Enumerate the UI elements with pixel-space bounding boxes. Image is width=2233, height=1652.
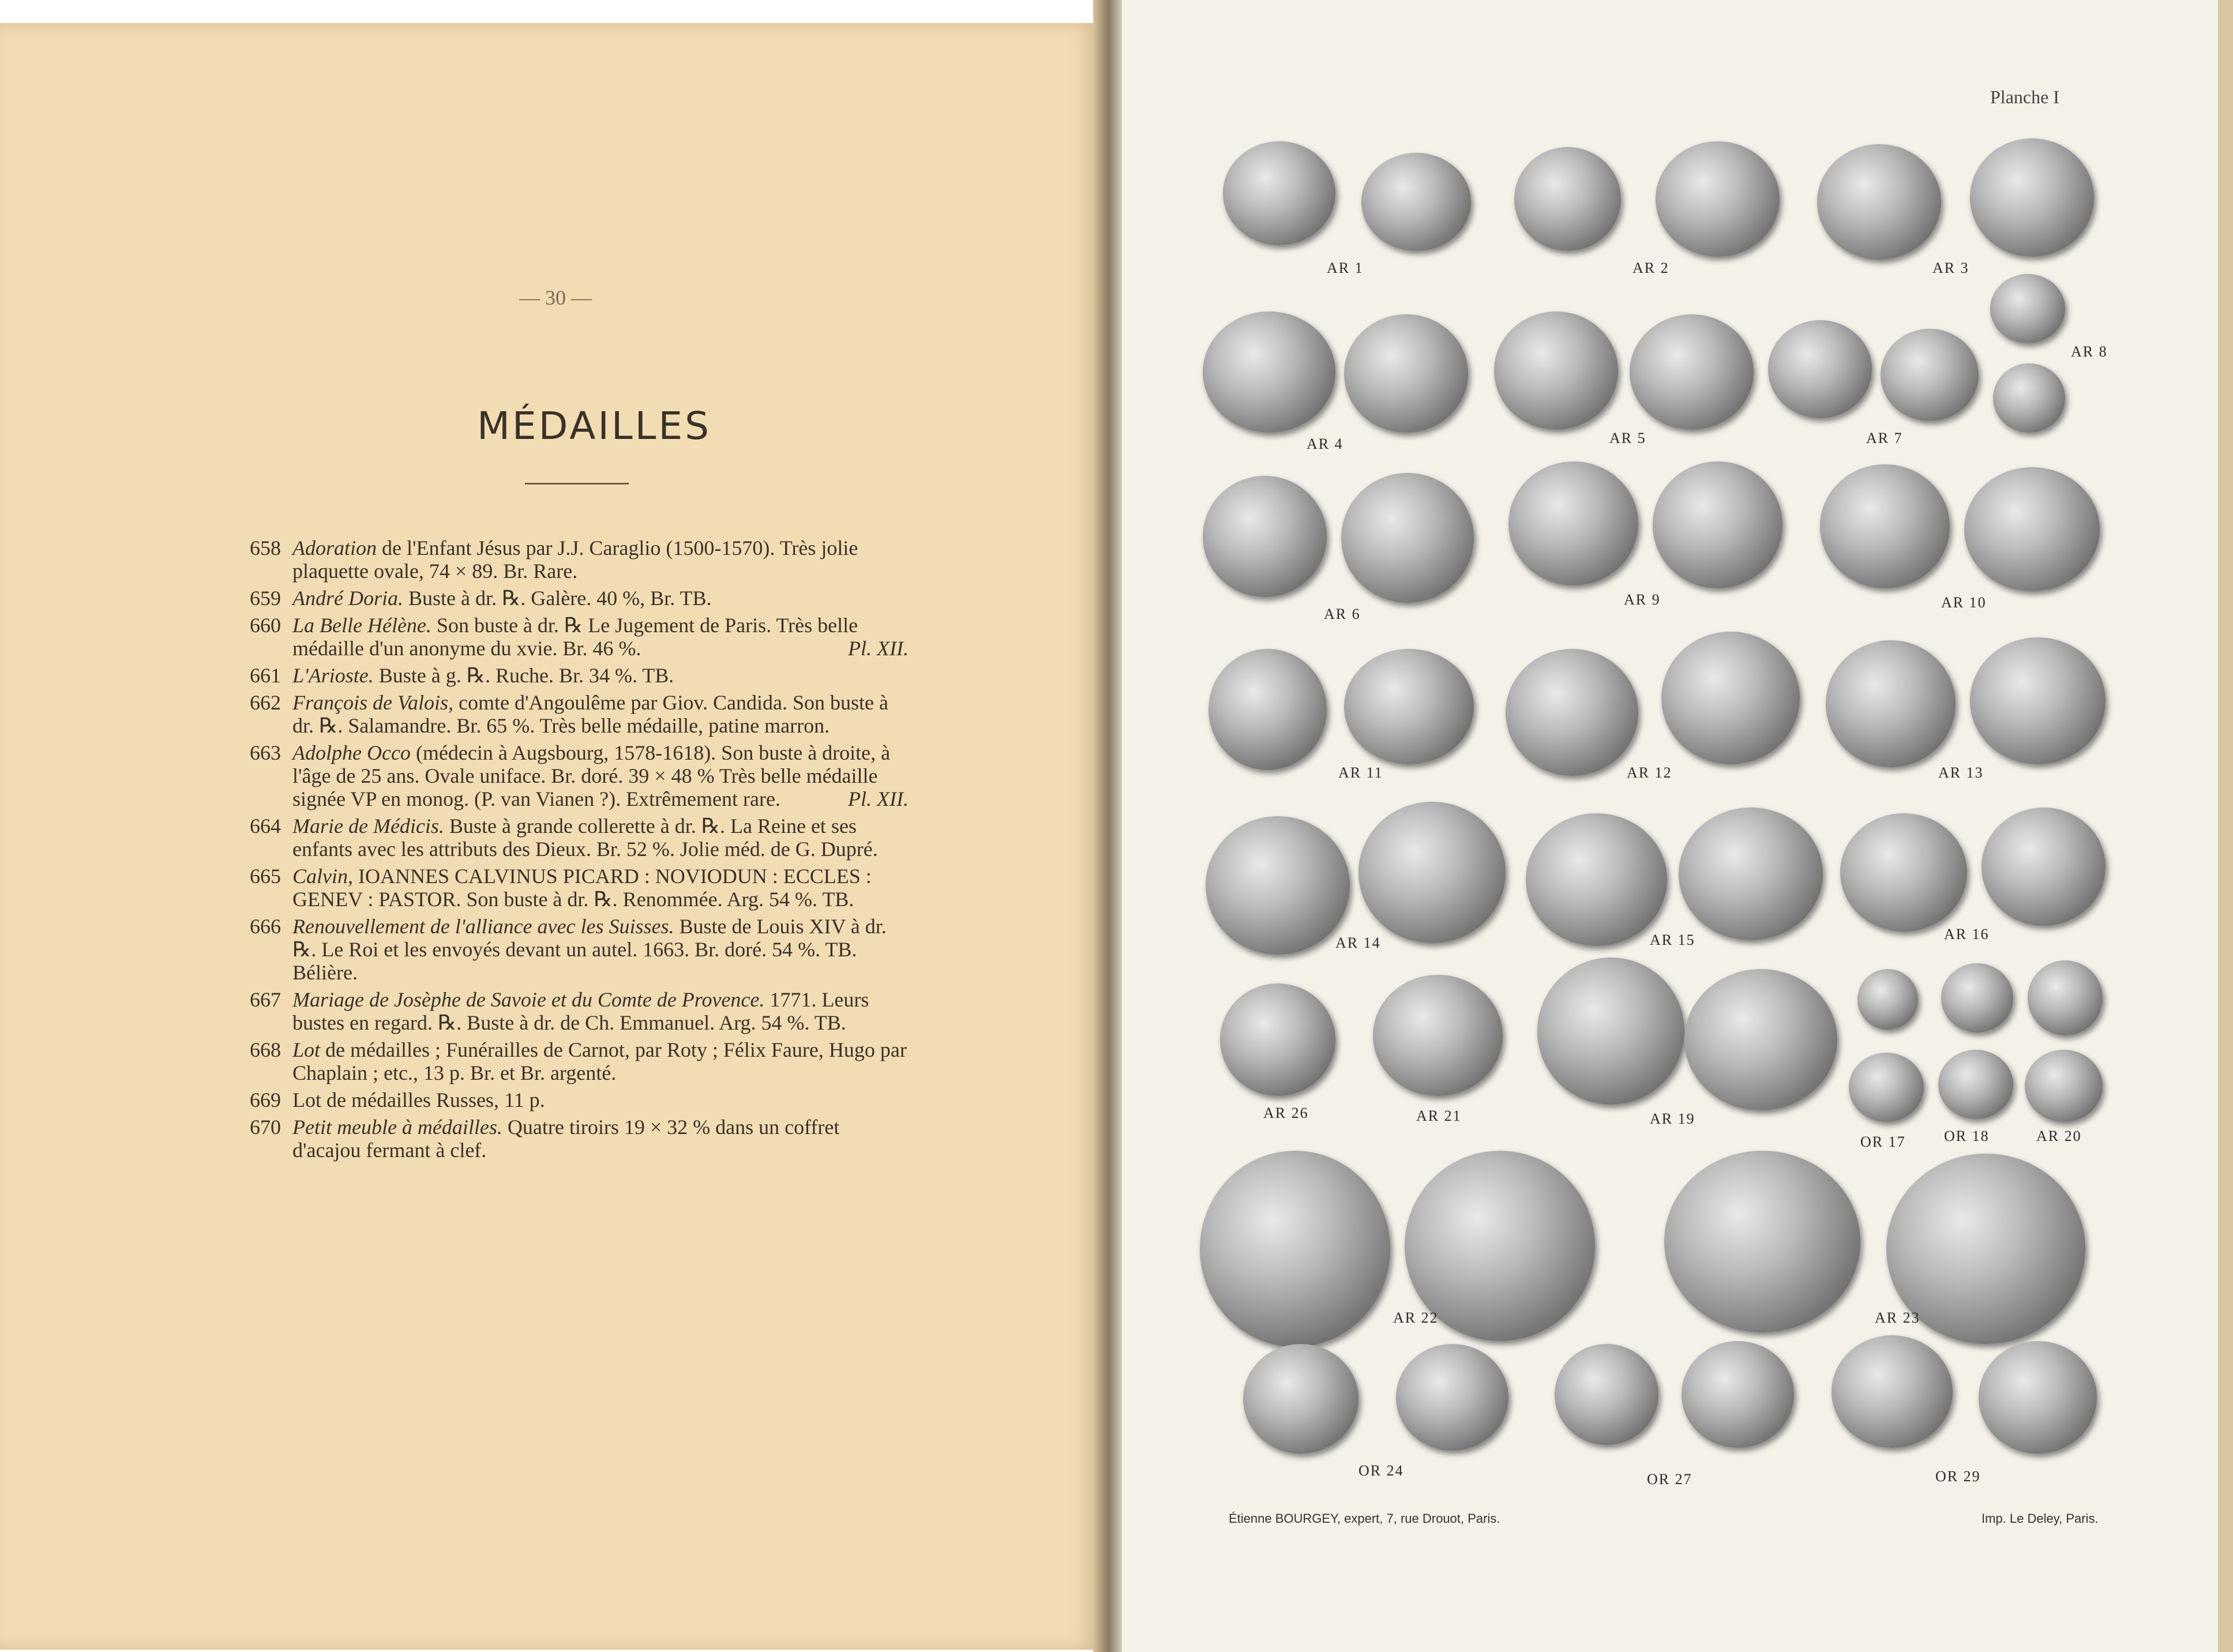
coin-image [1630,314,1754,430]
coin-image [1243,1344,1358,1454]
catalog-entry [245,1088,909,1112]
coin-image [1653,461,1782,588]
coin-image [1200,1151,1390,1347]
catalog-entry [245,1038,909,1084]
coin-label: AR 2 [1632,260,1669,276]
coin-label: AR 4 [1307,435,1343,452]
coin-image [1361,153,1471,251]
coin-label: AR 22 [1393,1309,1439,1326]
coin-label: AR 13 [1938,764,1984,781]
entry-number: 660 [250,614,281,637]
coin-image [1344,649,1474,764]
coin-image [1832,1335,1953,1448]
catalog-entry [245,814,909,861]
coin-image [1849,1053,1924,1122]
entry-text: 1771. Leurs bustes en regard. ℞. Buste à dr. de Ch. Emmanuel. Arg. 54 %. TB. [292,988,869,1034]
coin-plate [1188,130,2157,1488]
coin-image [1768,320,1872,418]
catalog-entry [245,587,909,610]
right-page [1122,0,2224,1652]
catalog-entry [245,614,909,660]
entry-number: 664 [250,814,281,838]
coin-image [1679,808,1823,940]
entry-text: Quatre tiroirs 19 × 32 % dans un coffret d'acajou fermant à clef. [292,1116,840,1162]
entry-text: (médecin à Augsbourg, 1578-1618). Son buste à droite, à l'âge de 25 ans. Ovale uniface. Br. doré. 39 × 48 % Très belle médaille signée VP en monog. (P. van Vianen ?). Extrêmement rare. [292,741,891,810]
coin-image [1494,311,1618,430]
coin-image [1684,969,1837,1110]
coin-label: AR 20 [2036,1128,2082,1144]
entry-title: L'Arioste. [292,664,374,687]
coin-image [1203,476,1327,597]
coin-image [1990,274,2065,343]
catalog-entry [245,741,909,810]
entry-text: Son buste à dr. ℞ Le Jugement de Paris. Très belle médaille d'un anonyme du xvie. Br. 46 %. [292,614,858,660]
coin-label: AR 21 [1416,1107,1462,1124]
coin-label: AR 8 [2071,343,2108,360]
coin-label: AR 3 [1932,260,1969,276]
catalog-entry [245,664,909,687]
coin-image [1817,144,1941,260]
page-number: — 30 — [519,286,592,309]
coin-label: AR 23 [1875,1309,1920,1326]
coin-image [1820,464,1950,588]
entry-number: 662 [250,691,281,714]
coin-image [1964,467,2100,591]
entry-text: Buste de Louis XIV à dr. ℞. Le Roi et les envoyés devant un autel. 1663. Br. doré. 54 %. TB. Bélière. [292,915,887,984]
catalog-entry [245,536,909,583]
entry-text: IOANNES CALVINUS PICARD : NOVIODUN : ECCLES : GENEV : PASTOR. Son buste à dr. ℞. Renommée. Arg. 54 %. TB. [292,865,872,911]
title-rule [525,483,629,485]
coin-image [1341,473,1474,603]
coin-image [1373,975,1503,1096]
coin-label: AR 15 [1650,932,1695,948]
entry-title: Adoration [292,536,377,560]
coin-label: AR 5 [1609,430,1646,446]
coin-label: AR 6 [1324,606,1361,622]
coin-image [1344,314,1468,433]
entry-number: 666 [250,915,281,938]
coin-image [1223,141,1335,245]
coin-image [1358,802,1506,943]
coin-image [1981,808,2106,926]
entry-title: Petit meuble à médailles. [292,1116,502,1139]
coin-image [1396,1344,1508,1451]
entry-text: Lot de médailles Russes, 11 p. [292,1088,545,1112]
coin-image [1220,983,1335,1096]
catalog-entry [245,988,909,1034]
entry-title: La Belle Hélène. [292,614,431,637]
coin-label: AR 10 [1941,594,1987,611]
coin-image [1970,138,2094,257]
catalog-entry [245,865,909,911]
coin-image [1514,147,1621,251]
entry-number: 658 [250,536,281,560]
coin-label: AR 11 [1338,764,1383,781]
entry-text: Buste à g. ℞. Ruche. Br. 34 %. TB. [373,664,674,687]
coin-image [1682,1341,1794,1448]
coin-image [1555,1344,1658,1445]
coin-image [1206,816,1350,955]
entry-title: Calvin, [292,865,353,888]
coin-label: OR 27 [1647,1471,1692,1488]
coin-image [1209,649,1327,770]
page-edge [2218,0,2233,1652]
coin-image [1881,329,1979,421]
entry-number: 665 [250,865,281,888]
plate-reference: Pl. XII. [848,787,909,810]
coin-image [1508,461,1638,585]
coin-image [1993,363,2065,433]
coin-image [1506,649,1638,776]
entry-title: Mariage de Josèphe de Savoie et du Comte de Provence. [292,988,765,1011]
entry-list [245,536,909,1166]
entry-title: André Doria. [292,587,403,610]
coin-label: AR 12 [1627,764,1672,781]
entry-text: Buste à dr. ℞. Galère. 40 %, Br. TB. [403,587,712,610]
coin-image [1537,958,1684,1105]
coin-image [1970,637,2106,764]
coin-image [1938,1050,2013,1119]
catalog-entry [245,1116,909,1162]
coin-image [1979,1341,2097,1454]
entry-number: 659 [250,587,281,610]
entry-text: de l'Enfant Jésus par J.J. Caraglio (1500-1570). Très jolie plaquette ovale, 74 × 89. Br. Rare. [292,536,858,583]
coin-image [1857,969,1918,1030]
catalog-entry [245,915,909,984]
coin-image [1661,632,1800,764]
entry-title: François de Valois, [292,691,453,714]
coin-image [1826,640,1956,767]
coin-image [2028,960,2103,1035]
plate-title: Planche I [1990,87,2059,107]
coin-label: OR 18 [1944,1128,1990,1144]
coin-image [1203,311,1335,433]
coin-image [1526,813,1667,946]
entry-title: Adolphe Occo [292,741,411,764]
entry-text: Buste à grande collerette à dr. ℞. La Reine et ses enfants avec les attributs des Dieux. Br. 52 %. Jolie méd. de G. Dupré. [292,814,878,861]
entry-text: de médailles ; Funérailles de Carnot, par Roty ; Félix Faure, Hugo par Chaplain ; etc., 13 p. Br. et Br. argenté. [292,1038,907,1084]
coin-label: AR 1 [1327,260,1364,276]
coin-image [1941,963,2013,1032]
entry-number: 661 [250,664,281,687]
coin-image [1664,1151,1860,1332]
plate-reference: Pl. XII. [848,637,909,660]
entry-title: Marie de Médicis. [292,814,444,838]
coin-label: OR 24 [1358,1462,1404,1479]
coin-label: AR 9 [1624,591,1661,608]
coin-label: AR 16 [1944,926,1990,943]
coin-image [1840,813,1967,932]
entry-number: 663 [250,741,281,764]
entry-title: Renouvellement de l'alliance avec les Suisses. [292,915,674,938]
coin-label: AR 26 [1263,1105,1309,1121]
printer-credit: Imp. Le Deley, Paris. [1981,1511,2099,1526]
coin-image [2025,1050,2103,1122]
catalog-entry [245,691,909,737]
coin-label: AR 19 [1650,1110,1695,1127]
coin-label: AR 14 [1335,934,1381,951]
entry-number: 667 [250,988,281,1011]
entry-number: 669 [250,1088,281,1112]
coin-label: AR 7 [1866,430,1903,446]
coin-image [1656,141,1780,257]
section-title: MÉDAILLES [476,404,712,448]
left-page [0,23,1099,1650]
entry-text: comte d'Angoulême par Giov. Candida. Son buste à dr. ℞. Salamandre. Br. 65 %. Très belle médaille, patine marron. [292,691,888,737]
expert-credit: Étienne BOURGEY, expert, 7, rue Drouot, Paris. [1229,1511,1500,1526]
coin-label: OR 17 [1860,1133,1906,1150]
entry-number: 670 [250,1116,281,1139]
entry-number: 668 [250,1038,281,1061]
entry-title: Lot [292,1038,321,1061]
coin-label: OR 29 [1935,1468,1981,1485]
